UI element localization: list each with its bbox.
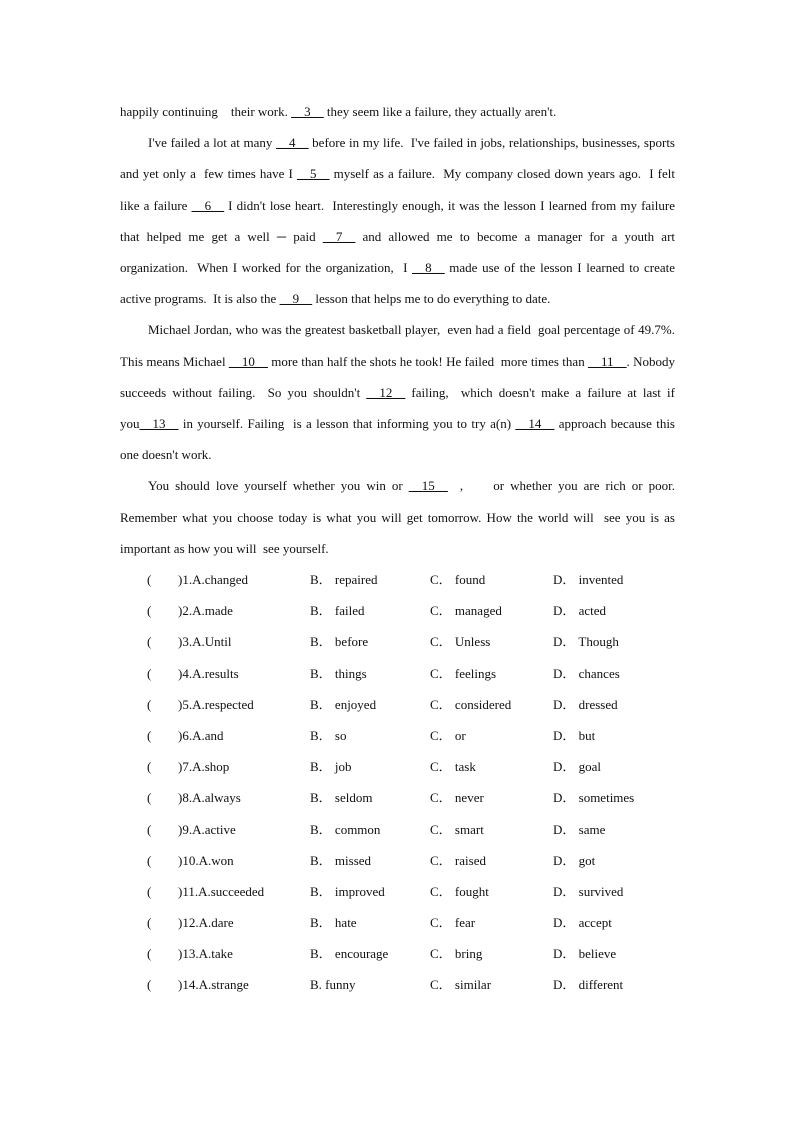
passage-text: I've failed a lot at many [148,135,277,151]
option-c: C． or [430,727,466,743]
answer-paren[interactable]: ( [147,883,152,899]
option-a: )11.A.succeeded [178,883,265,899]
option-d: D． believe [553,946,617,962]
answer-paren[interactable]: ( [147,915,152,931]
option-a: )5.A.respected [178,696,254,712]
blank-3: __3__ [291,104,324,119]
answer-paren[interactable]: ( [147,852,152,868]
passage-text: more than half the shots he took! He failed more times than [267,353,589,369]
passage-text: . Nobody succeeds without failing. So you shouldn't [120,353,676,400]
blank-6: __6__ [191,197,225,213]
option-a: )14.A.strange [178,977,249,993]
option-b: B． enjoyed [310,696,377,712]
option-d: D． got [553,852,596,868]
passage-text: , or whether you are rich or poor. Remember what you choose today is what you will get tomorrow. How the world will see you is as important as how you will see yourself. [120,478,675,556]
passage-text: lesson that helps me to do everything to date. [312,291,551,307]
option-d: D． dressed [553,696,618,712]
option-c: C． considered [430,696,512,712]
blank-7: __7__ [322,228,356,244]
option-b: B． things [310,665,367,681]
answer-paren[interactable]: ( [147,946,152,962]
option-a: )12.A.dare [178,915,234,931]
blank-14: __14__ [515,416,555,432]
option-b: B． seldom [310,790,373,806]
option-d: D． invented [553,572,624,588]
question-row [120,658,675,689]
option-b: B． common [310,821,381,837]
passage-text: Michael Jordan, who was the greatest basketball player, even had a field goal percentage of 49.7%. This means Michael [120,322,675,369]
option-b: B． failed [310,603,365,619]
option-b: B． hate [310,915,357,931]
passage-paragraph-1 [120,96,675,127]
question-row [120,969,675,1000]
question-row [120,689,675,720]
blank-13: __13__ [139,416,179,432]
option-a: )6.A.and [178,727,224,743]
option-a: )9.A.active [178,821,236,837]
option-a: )13.A.take [178,946,233,962]
option-a: )2.A.made [178,603,233,619]
blank-8: __8__ [412,260,445,276]
question-row [120,626,675,657]
passage-text: You should love yourself whether you win or [148,478,409,494]
passage-text: I didn't lose heart. Interestingly enough, it was the lesson I learned from my failure that helped me get a well ─ paid [120,197,676,244]
passage-text: approach because this one doesn't work. [120,416,675,463]
option-d: D． sometimes [553,790,635,806]
option-d: D． same [553,821,606,837]
option-c: C． raised [430,852,486,868]
question-row [120,845,675,876]
option-b: B． encourage [310,946,389,962]
answer-paren[interactable]: ( [147,665,152,681]
option-c: C． found [430,572,486,588]
passage-text: in yourself. Failing is a lesson that informing you to try a(n) [178,416,516,432]
blank-15: __15__ [408,478,448,494]
option-b: B． missed [310,852,372,868]
passage-text: happily continuing their work. [120,104,292,119]
option-c: C． fought [430,883,489,899]
option-b: B． job [310,759,352,775]
question-row [120,814,675,845]
option-d: D． Though [553,634,619,650]
option-a: )10.A.won [178,852,234,868]
option-a: )1.A.changed [178,572,249,588]
answer-paren[interactable]: ( [147,759,152,775]
passage-text: and allowed me to become a manager for a youth art organization. When I worked for the organization, I [120,228,676,276]
question-row [120,938,675,969]
blank-11: __11__ [588,353,627,369]
option-b: B． so [310,727,347,743]
option-d: D． but [553,727,596,743]
option-a: )8.A.always [178,790,241,806]
question-row [120,751,675,782]
blank-9: __9__ [279,291,313,307]
question-row [120,782,675,813]
option-d: D． survived [553,883,624,899]
blank-4: __4__ [276,135,309,151]
option-a: )3.A.Until [178,634,232,650]
question-row [120,907,675,938]
worksheet-page [120,96,675,1001]
passage-text: myself as a failure. My company closed down years ago. I felt like a failure [120,166,675,213]
option-b: B． before [310,634,369,650]
option-d: D． acted [553,603,607,619]
answer-paren[interactable]: ( [147,634,152,650]
question-row [120,720,675,751]
option-a: )7.A.shop [178,759,230,775]
option-b: B． improved [310,883,385,899]
option-c: C． managed [430,603,502,619]
passage-paragraph-2 [120,127,675,314]
answer-paren[interactable]: ( [147,572,152,588]
answer-paren[interactable]: ( [147,977,152,993]
option-c: C． task [430,759,476,775]
option-d: D． chances [553,665,620,681]
answer-paren[interactable]: ( [147,727,152,743]
blank-5: __5__ [296,166,330,182]
option-d: D． accept [553,915,612,931]
option-d: D． goal [553,759,602,775]
passage-text: failing, which doesn't make a failure at last if you [120,384,675,432]
question-row [120,595,675,626]
option-c: C． never [430,790,484,806]
passage-paragraph-4 [120,470,675,564]
question-list [120,564,675,1001]
answer-paren[interactable]: ( [147,696,152,712]
passage-paragraph-3 [120,314,675,470]
passage-text: they seem like a failure, they actually aren't. [323,104,557,119]
answer-paren[interactable]: ( [147,821,152,837]
option-c: C． similar [430,977,492,993]
question-row [120,876,675,907]
option-c: C． smart [430,821,484,837]
blank-10: __10__ [228,353,268,369]
passage-text: before in my life. I've failed in jobs, relationships, businesses, sports and yet only a few times have I [120,135,675,182]
option-b: B． repaired [310,572,378,588]
blank-12: __12__ [366,384,406,400]
passage-text: made use of the lesson I learned to create active programs. It is also the [120,260,675,307]
option-b: B. funny [310,977,356,993]
option-c: C． feelings [430,665,497,681]
answer-paren[interactable]: ( [147,790,152,806]
option-d: D． different [553,977,624,993]
option-c: C． fear [430,915,476,931]
answer-paren[interactable]: ( [147,603,152,619]
option-a: )4.A.results [178,665,239,681]
question-row [120,564,675,595]
option-c: C． Unless [430,634,491,650]
option-c: C． bring [430,946,483,962]
